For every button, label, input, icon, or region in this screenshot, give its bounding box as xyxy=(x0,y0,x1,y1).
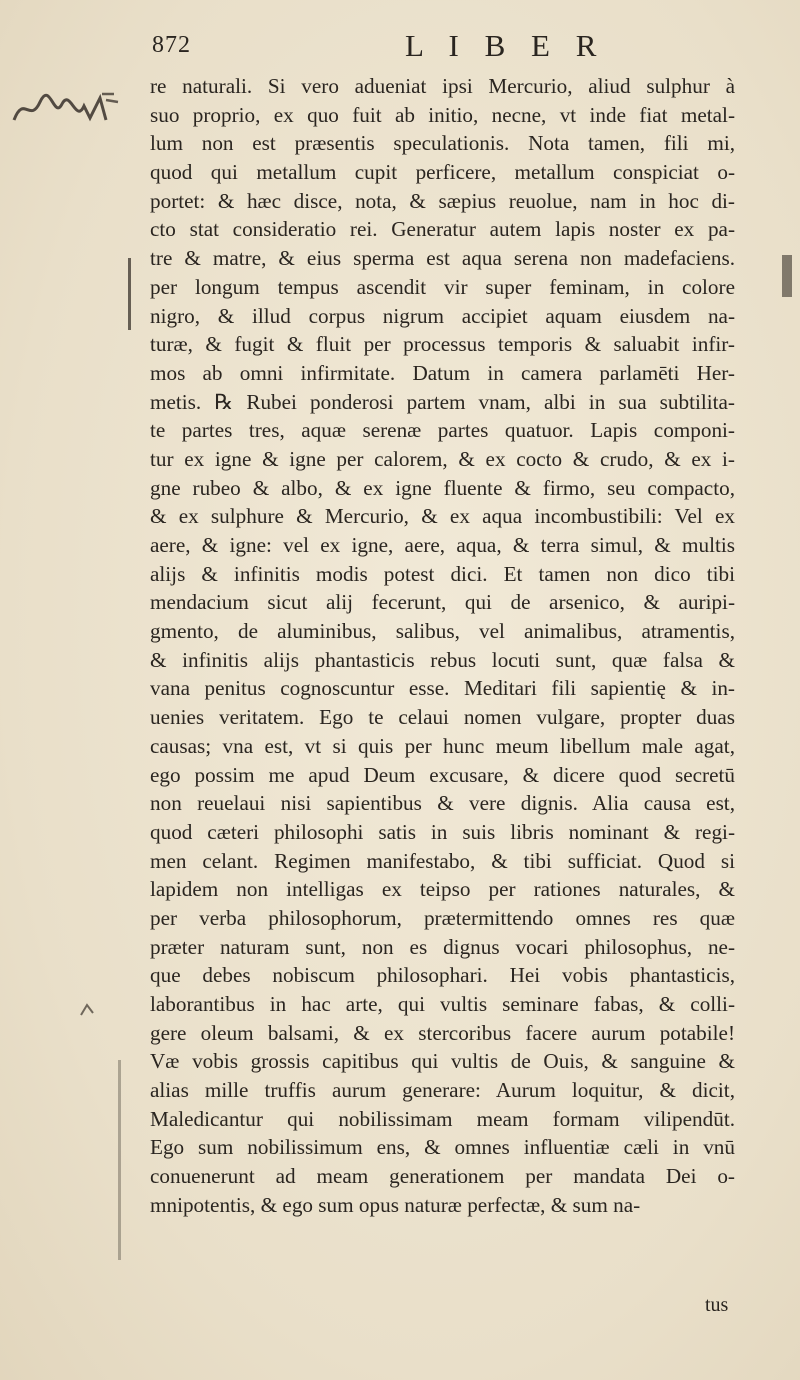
catchword: tus xyxy=(705,1294,729,1316)
margin-faint-mark xyxy=(118,1060,121,1260)
text-line: turæ, & fugit & fluit per processus temporis & saluabit infir- xyxy=(150,332,735,357)
text-line: quod qui metallum cupit perficere, metallum conspiciat o- xyxy=(150,160,735,185)
text-line: uenies veritatem. Ego te celaui nomen vulgare, propter duas xyxy=(150,705,735,730)
text-line: Maledicantur qui nobilissimam meam formam vilipendūt. xyxy=(150,1106,735,1131)
text-line: ego possim me apud Deum excusare, & dicere quod secretū xyxy=(150,762,735,787)
text-line: causas; vna est, vt si quis per hunc meum libellum male agat, xyxy=(150,733,735,758)
text-line: suo proprio, ex quo fuit ab initio, necne, vt inde fiat metal- xyxy=(150,102,735,127)
body-text xyxy=(150,72,735,1220)
page-number: 872 xyxy=(152,32,191,58)
text-line: per longum tempus ascendit vir super feminam, in colore xyxy=(150,274,735,299)
text-line: laborantibus in hac arte, qui vultis seminare fabas, & colli- xyxy=(150,992,735,1016)
text-line: que debes nobiscum philosophari. Hei vobis phantasticis, xyxy=(150,963,735,988)
text-line: lum non est præsentis speculationis. Nota tamen, fili mi, xyxy=(150,131,735,156)
text-line: men celant. Regimen manifestabo, & tibi sufficiat. Quod si xyxy=(150,848,735,873)
text-line: conuenerunt ad meam generationem per mandata Dei o- xyxy=(150,1164,735,1189)
margin-edge-mark xyxy=(782,255,792,297)
text-line: & ex sulphure & Mercurio, & ex aqua incombustibili: Vel ex xyxy=(150,504,735,529)
text-line: præter naturam sunt, non es dignus vocari philosophus, ne- xyxy=(150,934,735,959)
text-line: quod cæteri philosophi satis in suis libris nominant & regi- xyxy=(150,819,735,844)
text-line: Væ vobis grossis capitibus qui vultis de Ouis, & sanguine & xyxy=(150,1049,735,1074)
text-line: non reuelaui nisi sapientibus & vere dignis. Alia causa est, xyxy=(150,791,735,816)
text-line: mos ab omni infirmitate. Datum in camera parlamēti Her- xyxy=(150,360,735,385)
text-line: tur ex igne & igne per calorem, & ex cocto & crudo, & ex i- xyxy=(150,446,735,471)
text-line: mendacium sicut alij fecerunt, qui de arsenico, & auripi- xyxy=(150,590,735,615)
margin-bracket-mark xyxy=(128,258,131,330)
text-line: te partes tres, aquæ serenæ partes quatuor. Lapis componi- xyxy=(150,418,735,443)
text-line: aere, & igne: vel ex igne, aere, aqua, & terra simul, & multis xyxy=(150,533,735,557)
text-line: metis. ℞ Rubei ponderosi partem vnam, albi in sua subtilita- xyxy=(150,389,735,414)
text-line: gere oleum balsami, & ex stercoribus facere aurum potabile! xyxy=(150,1020,735,1045)
text-line: alias mille truffis aurum generare: Aurum loquitur, & dicit, xyxy=(150,1078,735,1103)
text-line: alijs & infinitis modis potest dici. Et tamen non dico tibi xyxy=(150,561,735,586)
text-line: mnipotentis, & ego sum opus naturæ perfectæ, & sum na- xyxy=(150,1192,641,1217)
text-line: lapidem non intelligas ex teipso per rationes naturales, & xyxy=(150,877,735,902)
text-line: tre & matre, & eius sperma est aqua serena non madefaciens. xyxy=(150,246,735,271)
text-line: portet: & hæc disce, nota, & sæpius reuolue, nam in hoc di- xyxy=(150,188,735,213)
text-line: & infinitis alijs phantasticis rebus locuti sunt, quæ falsa & xyxy=(150,647,735,672)
text-line: nigro, & illud corpus nigrum accipiet aquam eiusdem na- xyxy=(150,303,735,328)
page-header xyxy=(0,28,800,64)
text-line: gne rubeo & albo, & ex igne fluente & firmo, seu compacto, xyxy=(150,475,735,500)
text-line: gmento, de aluminibus, salibus, vel animalibus, atramentis, xyxy=(150,619,735,644)
marginal-ink-dot-icon xyxy=(78,1000,96,1018)
text-line: re naturali. Si vero adueniat ipsi Mercurio, aliud sulphur à xyxy=(150,74,735,98)
text-line: cto stat consideratio rei. Generatur autem lapis noster ex pa- xyxy=(150,217,735,242)
marginal-ink-scribble-icon xyxy=(10,90,120,128)
running-head: L I B E R xyxy=(405,28,606,63)
text-line: per verba philosophorum, prætermittendo omnes res quæ xyxy=(150,905,735,930)
text-line: vana penitus cognoscuntur esse. Meditari fili sapientię & in- xyxy=(150,676,735,701)
text-line: Ego sum nobilissimum ens, & omnes influentiæ cæli in vnū xyxy=(150,1135,735,1160)
